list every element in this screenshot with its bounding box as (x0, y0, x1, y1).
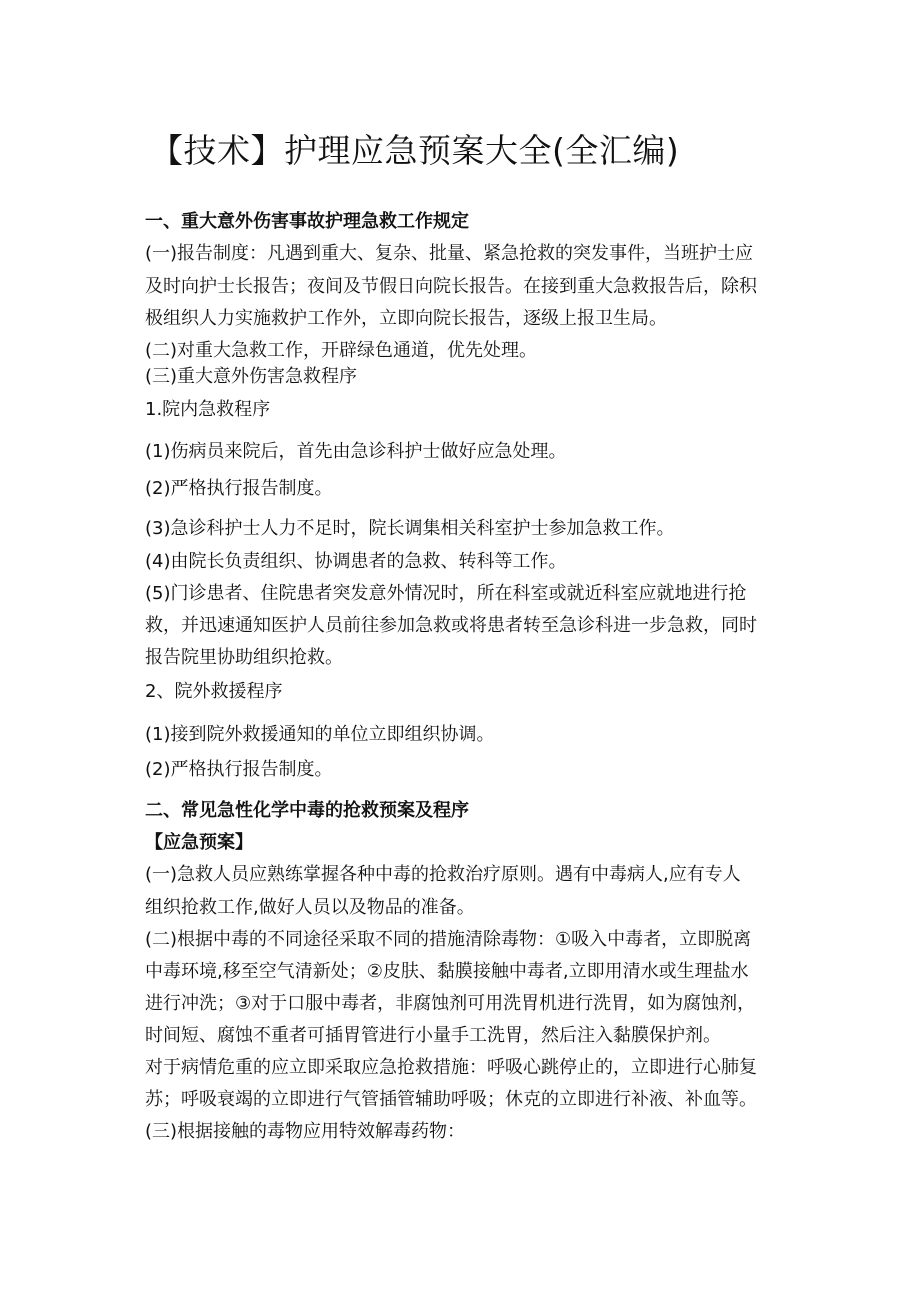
paragraph-line: (一)报告制度：凡遇到重大、复杂、批量、紧急抢救的突发事件，当班护士应 (145, 243, 754, 264)
list-item: (2)严格执行报告制度。 (145, 478, 333, 499)
list-item: (1)接到院外救援通知的单位立即组织协调。 (145, 724, 495, 745)
list-item: 救，并迅速通知医护人员前往参加急救或将患者转至急诊科进一步急救，同时 (145, 615, 757, 636)
paragraph-line: (三)重大意外伤害急救程序 (145, 366, 358, 387)
list-item: (2)严格执行报告制度。 (145, 759, 333, 780)
paragraph-line: 极组织人力实施救护工作外，立即向院长报告，逐级上报卫生局。 (145, 308, 667, 329)
paragraph-line: 进行冲洗；③对于口服中毒者，非腐蚀剂可用洗胃机进行洗胃，如为腐蚀剂， (145, 993, 756, 1014)
section-2-heading: 二、常见急性化学中毒的抢救预案及程序 (145, 800, 469, 821)
paragraph-line: (二)对重大急救工作，开辟绿色通道，优先处理。 (145, 340, 538, 361)
subsection-heading: 1.院内急救程序 (145, 399, 271, 420)
list-item: (3)急诊科护士人力不足时，院长调集相关科室护士参加急救工作。 (145, 518, 675, 539)
paragraph-line: 及时向护士长报告；夜间及节假日向院长报告。在接到重大急救报告后，除积 (145, 276, 757, 297)
paragraph-line: 组织抢救工作,做好人员以及物品的准备。 (145, 897, 475, 918)
paragraph-line: 苏；呼吸衰竭的立即进行气管插管辅助呼吸；休克的立即进行补液、补血等。 (145, 1089, 757, 1110)
paragraph-line: 时间短、腐蚀不重者可插胃管进行小量手工洗胃，然后注入黏膜保护剂。 (145, 1025, 721, 1046)
list-item: (1)伤病员来院后，首先由急诊科护士做好应急处理。 (145, 441, 567, 462)
paragraph-line: 中毒环境,移至空气清新处；②皮肤、黏膜接触中毒者,立即用清水或生理盐水 (145, 961, 749, 982)
paragraph-line: (三)根据接触的毒物应用特效解毒药物： (145, 1121, 466, 1142)
section-1-heading: 一、重大意外伤害事故护理急救工作规定 (145, 211, 469, 232)
document-title: 【技术】护理应急预案大全(全汇编) (150, 131, 680, 170)
list-item: (4)由院长负责组织、协调患者的急救、转科等工作。 (145, 551, 567, 572)
list-item: (5)门诊患者、住院患者突发意外情况时，所在科室或就近科室应就地进行抢 (145, 583, 747, 604)
list-item: 报告院里协助组织抢救。 (145, 647, 343, 668)
paragraph-line: (二)根据中毒的不同途径采取不同的措施清除毒物：①吸入中毒者，立即脱离 (145, 929, 752, 950)
paragraph-line: 对于病情危重的应立即采取应急抢救措施：呼吸心跳停止的，立即进行心肺复 (145, 1057, 757, 1078)
subsection-heading: 2、院外救援程序 (145, 681, 283, 702)
paragraph-line: (一)急救人员应熟练掌握各种中毒的抢救治疗原则。遇有中毒病人,应有专人 (145, 864, 741, 885)
emergency-plan-heading: 【应急预案】 (145, 832, 253, 853)
